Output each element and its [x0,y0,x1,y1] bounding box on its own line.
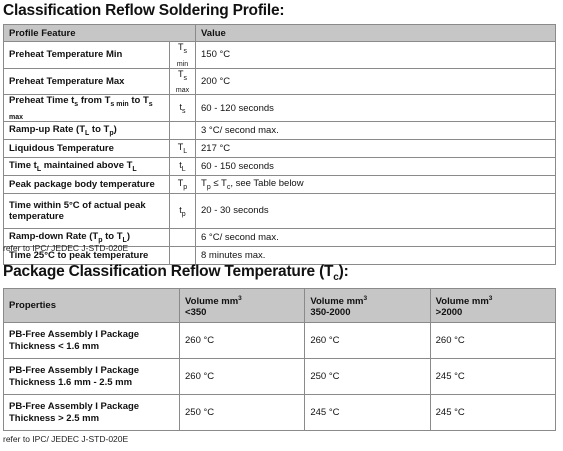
table-row [4,193,556,228]
symbol-cell: $t_p$ [170,193,196,228]
table-row [4,359,556,395]
value-cell: 250 °C [180,395,305,431]
value-cell: 260 °C [180,359,305,395]
value-cell: 217 °C [196,139,556,157]
feature-cell: Ramp-down Rate ($T_p$ to $T_L$) [4,228,170,246]
value-cell: 8 minutes max. [196,246,556,264]
table-row [4,68,556,95]
value-cell: 245 °C [430,359,555,395]
symbol-cell [170,246,196,264]
table-row [4,121,556,139]
feature-cell: Liquidous Temperature [4,139,170,157]
header-profile-feature: Profile Feature [4,25,196,42]
value-cell: 3 °C/ second max. [196,121,556,139]
feature-cell: Preheat Temperature Max [4,68,170,95]
table-row [4,157,556,175]
header-volume-350-2000: Volume $mm^3$ 350-2000 [305,289,430,323]
feature-cell: Preheat Temperature Min [4,42,170,69]
table-row [4,139,556,157]
value-cell: 200 °C [196,68,556,95]
value-cell: 60 - 150 seconds [196,157,556,175]
header-value: Value [196,25,556,42]
header-volume-lt350: Volume $mm^3$ <350 [180,289,305,323]
value-cell: 260 °C [430,323,555,359]
feature-cell: Ramp-up Rate ($T_L$ to $T_p$) [4,121,170,139]
reflow-profile-table [3,24,556,265]
symbol-cell [170,228,196,246]
classification-table [3,288,556,431]
header-volume-gt2000: Volume $mm^3$ >2000 [430,289,555,323]
table-row [4,95,556,122]
value-cell: 245 °C [305,395,430,431]
property-cell: PB-Free Assembly I Package Thickness > 2.5 mm [4,395,180,431]
feature-cell: Peak package body temperature [4,175,170,193]
classification-reference-note: refer to IPC/ JEDEC J-STD-020E [3,434,129,444]
value-cell: $T_p \le T_c$, see Table below [196,175,556,193]
value-cell: 150 °C [196,42,556,69]
classification-title: Package Classification Reflow Temperature $(T_c)$: [3,263,349,284]
table-row [4,395,556,431]
value-cell: 250 °C [305,359,430,395]
value-cell: 60 - 120 seconds [196,95,556,122]
table-row [4,42,556,69]
value-cell: 260 °C [305,323,430,359]
symbol-cell: $t_L$ [170,157,196,175]
value-cell: 260 °C [180,323,305,359]
symbol-cell: $T_{s max}$ [170,68,196,95]
value-cell: 20 - 30 seconds [196,193,556,228]
feature-cell: Preheat Time $t_s$ from $T_{s min}$ to $T_{s max}$ [4,95,170,122]
value-cell: 6 °C/ second max. [196,228,556,246]
header-properties: Properties [4,289,180,323]
symbol-cell [170,121,196,139]
feature-cell: Time 25°C to peak temperature [4,246,170,264]
value-cell: 245 °C [430,395,555,431]
table-row [4,175,556,193]
symbol-cell: $t_s$ [170,95,196,122]
property-cell: PB-Free Assembly I Package Thickness < 1.6 mm [4,323,180,359]
table-header-row [4,289,556,323]
profile-reference-note: refer to IPC/ JEDEC J-STD-020E [3,243,129,253]
symbol-cell: $T_L$ [170,139,196,157]
table-header-row [4,25,556,42]
symbol-cell: $T_{s min}$ [170,42,196,69]
symbol-cell: $T_p$ [170,175,196,193]
property-cell: PB-Free Assembly I Package Thickness 1.6 mm - 2.5 mm [4,359,180,395]
feature-cell: Time $t_L$ maintained above $T_L$ [4,157,170,175]
feature-cell: Time within 5°C of actual peak temperature [4,193,170,228]
profile-title: Classification Reflow Soldering Profile: [3,2,285,19]
table-row [4,323,556,359]
